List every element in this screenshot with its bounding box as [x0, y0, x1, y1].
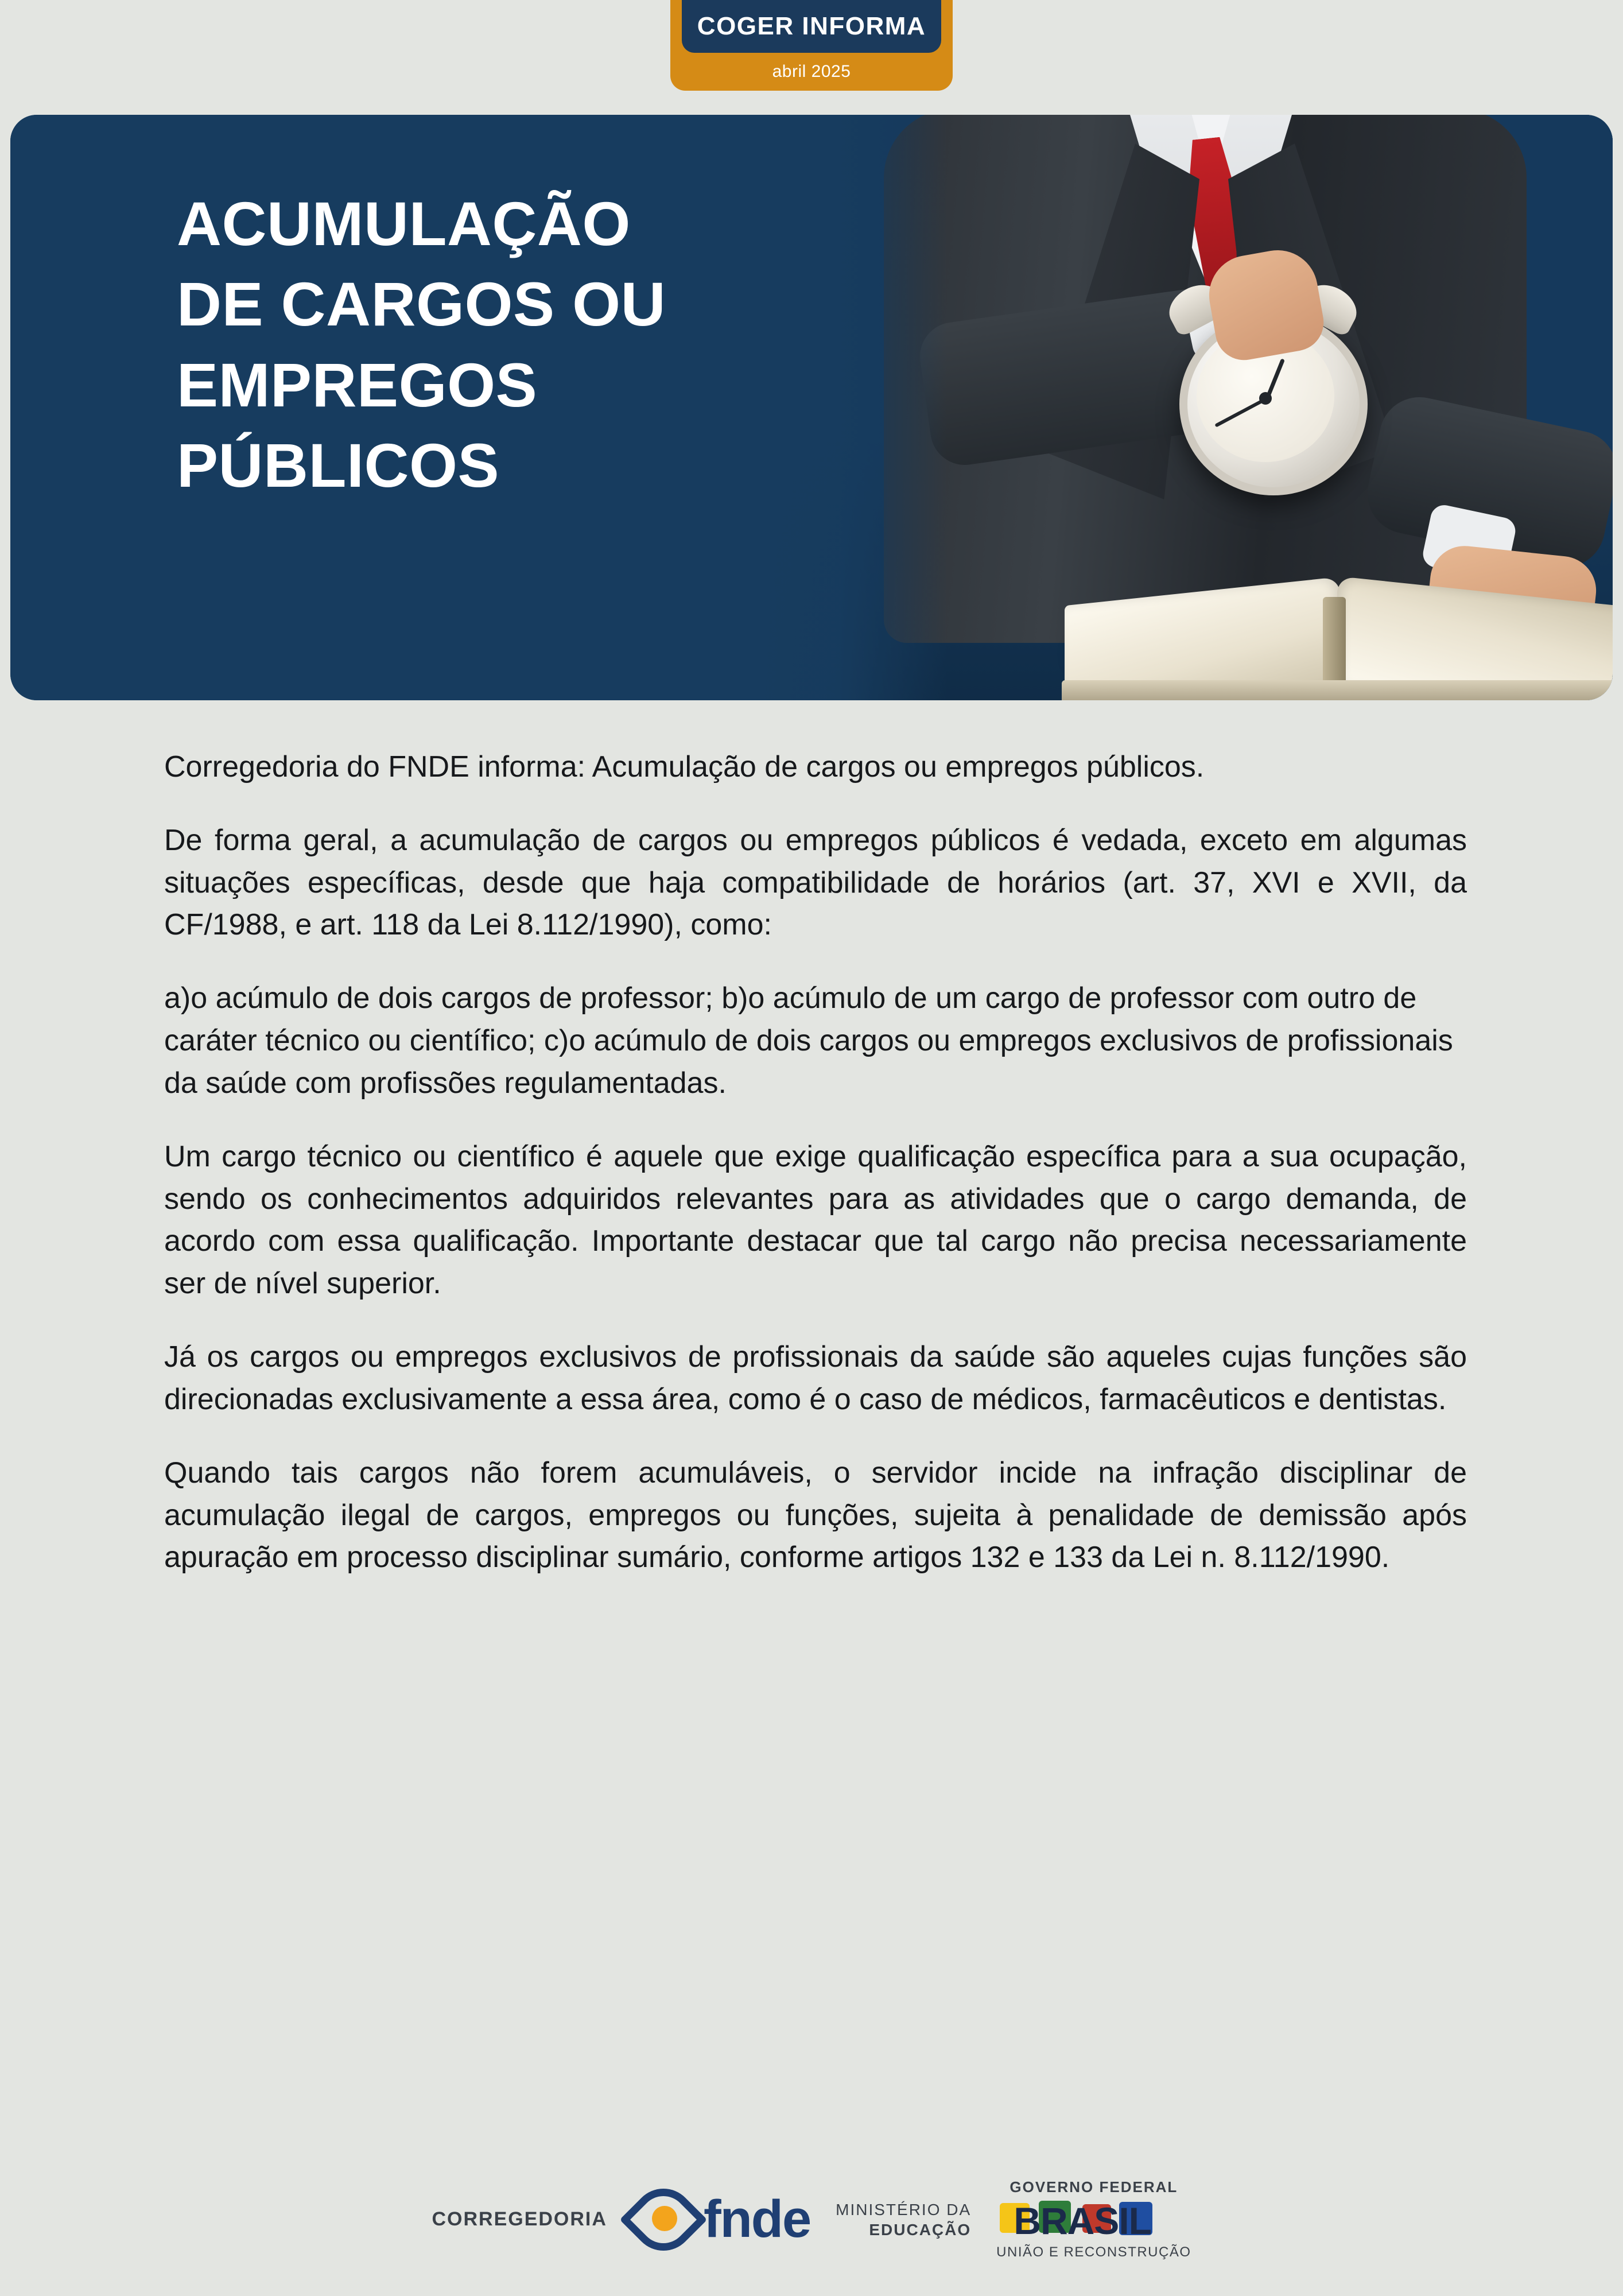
open-book-edge	[1062, 680, 1613, 700]
fnde-wordmark: fnde	[703, 2190, 811, 2248]
badge-title: COGER INFORMA	[682, 0, 941, 53]
fnde-mark-dot	[652, 2206, 677, 2231]
fnde-mark-icon	[632, 2189, 694, 2251]
hero-banner	[10, 115, 1613, 700]
footer-corregedoria-label: CORREGEDORIA	[432, 2208, 607, 2230]
paragraph-intro: Corregedoria do FNDE informa: Acumulação de cargos ou empregos públicos.	[164, 750, 1205, 784]
governo-federal-label: GOVERNO FEDERAL	[1009, 2178, 1178, 2196]
paragraph-technical-definition: Um cargo técnico ou científico é aquele que exige qualificação específica para a sua ocupação, sendo os conhecimentos adquiridos relevantes para as atividades que o cargo demanda, de acordo com essa qualificação. Importante destacar que tal cargo não precisa necessariamente ser de nível superior.	[164, 1139, 1467, 1301]
paragraph-general-rule: De forma geral, a acumulação de cargos ou empregos públicos é vedada, exceto em algumas situações específicas, desde que haja compatibilidade de horários (art. 37, XVI e XVII, da CF/1988, e art. 118 da Lei 8.112/1990), como:	[164, 823, 1467, 942]
paragraph-health-definition: Já os cargos ou empregos exclusivos de profissionais da saúde são aqueles cujas funções são direcionadas exclusivamente a essa área, como é o caso de médicos, farmacêuticos e dentistas.	[164, 1340, 1467, 1416]
governo-federal-logo	[996, 2178, 1191, 2260]
brasil-wordmark-group	[996, 2200, 1168, 2242]
brasil-wordmark: BRASIL	[1014, 2200, 1151, 2242]
page-title: ACUMULAÇÃO DE CARGOS OU EMPREGOS PÚBLICOS	[177, 189, 666, 501]
ministerio-line-1: MINISTÉRIO DA	[836, 2200, 972, 2219]
badge-subtitle: abril 2025	[772, 62, 851, 81]
fnde-logo	[632, 2189, 810, 2251]
coger-informa-badge	[670, 0, 953, 91]
uniao-reconstrucao-label: UNIÃO E RECONSTRUÇÃO	[996, 2244, 1191, 2260]
paragraph-penalty: Quando tais cargos não forem acumuláveis, o servidor incide na infração disciplinar de acumulação ilegal de cargos, empregos ou funções, sujeita à penalidade de demissão após apuração em processo disciplinar sumário, conforme artigos 132 e 133 da Lei n. 8.112/1990.	[164, 1456, 1467, 1574]
clock-center-pin	[1259, 392, 1272, 405]
article-body	[164, 746, 1467, 1579]
ministerio-educacao-logo	[836, 2200, 971, 2240]
ministerio-line-2: EDUCAÇÃO	[869, 2220, 972, 2239]
footer-logos	[0, 2178, 1623, 2260]
paragraph-exceptions-list: a)o acúmulo de dois cargos de professor; b)o acúmulo de um cargo de professor com outro de caráter técnico ou científico; c)o acúmulo de dois cargos ou empregos exclusivos de profissionais da saúde com profissões regulamentadas.	[164, 982, 1453, 1100]
